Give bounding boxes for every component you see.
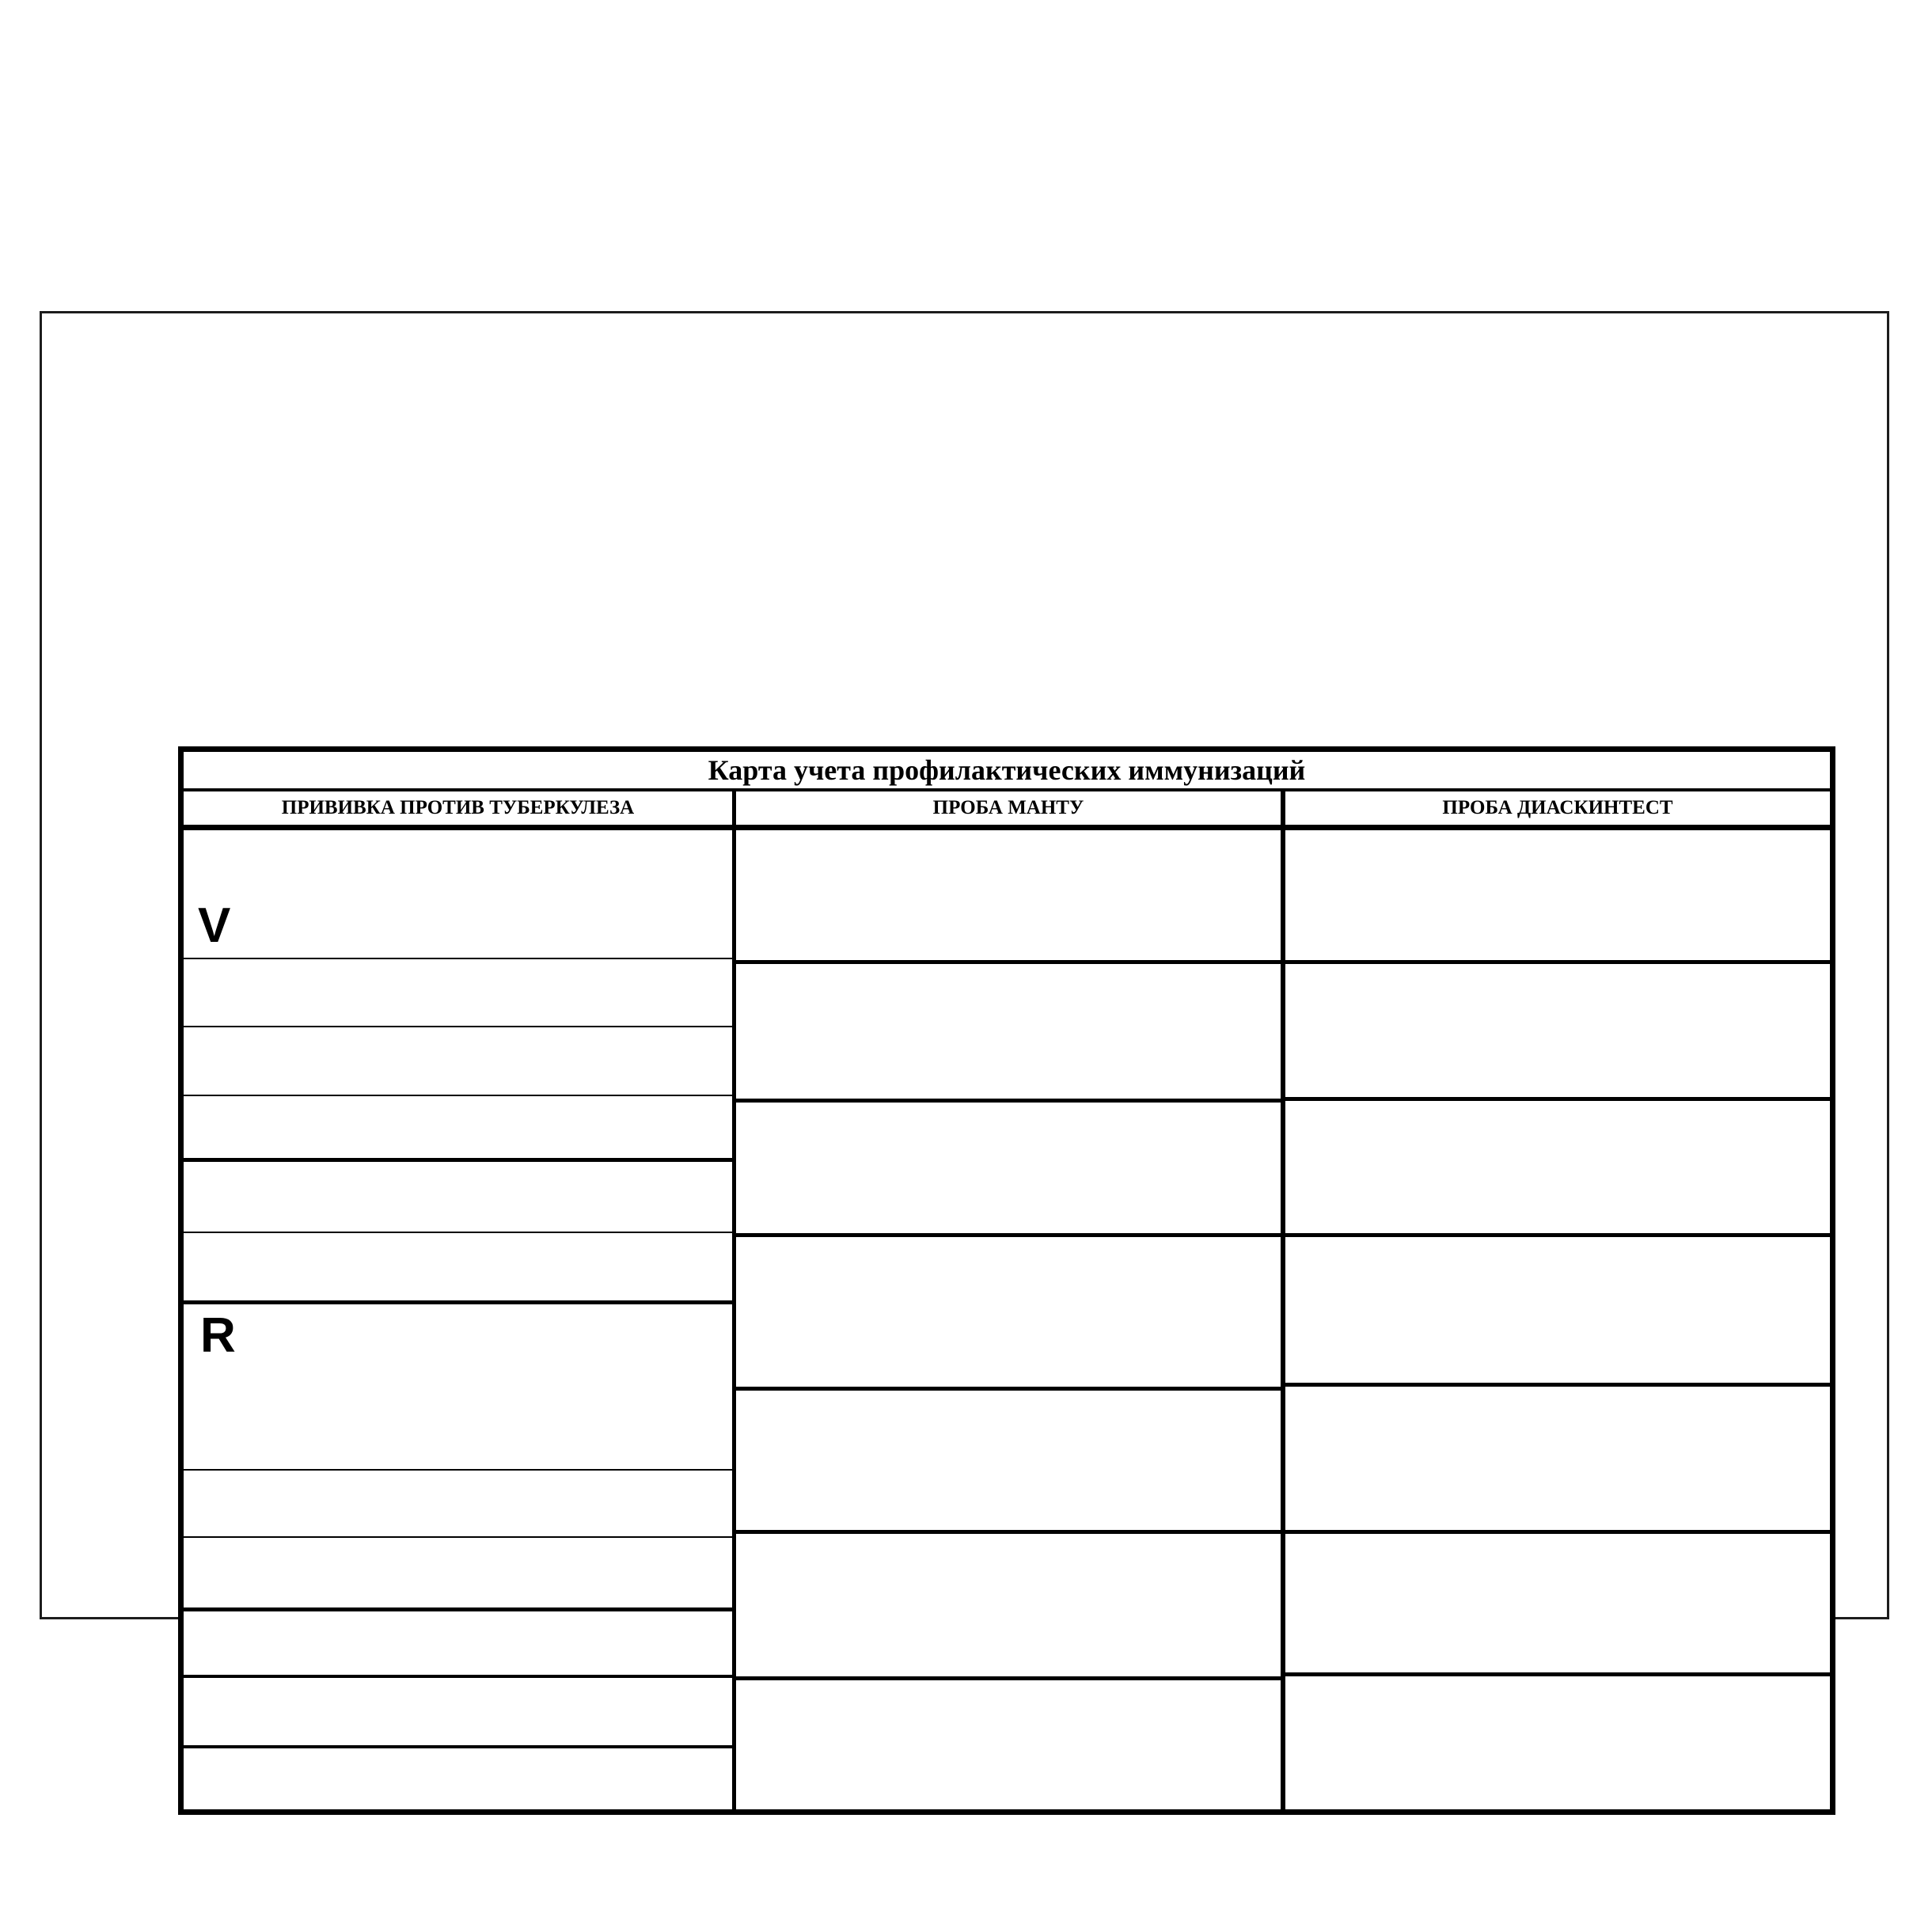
revaccination-mark: R [200, 1308, 236, 1363]
row-line [1285, 1530, 1830, 1534]
row-line [1285, 1097, 1830, 1101]
header-cell-tuberculosis-vaccination: ПРИВИВКА ПРОТИВ ТУБЕРКУЛЕЗА [184, 791, 736, 825]
row-line [1285, 1672, 1830, 1676]
row-line [736, 1676, 1281, 1680]
row-line [184, 1026, 732, 1027]
row-line [184, 1158, 732, 1162]
header-cell-diaskintest: ПРОБА ДИАСКИНТЕСТ [1442, 797, 1673, 818]
row-line [736, 1099, 1281, 1103]
card-title: Карта учета профилактических иммунизаций [184, 752, 1830, 791]
row-line [736, 1387, 1281, 1391]
row-line [1285, 1233, 1830, 1237]
column-separator [732, 830, 736, 1809]
row-line [184, 1745, 732, 1748]
row-line [736, 1530, 1281, 1534]
row-line [184, 1095, 732, 1096]
row-line [1285, 1383, 1830, 1387]
row-line [184, 958, 732, 959]
row-line [184, 1469, 732, 1471]
row-line [184, 1675, 732, 1678]
row-line [184, 1536, 732, 1538]
row-line [736, 960, 1281, 964]
row-line [736, 1233, 1281, 1237]
row-line [184, 1300, 732, 1304]
page-outline-border [40, 311, 1889, 1619]
row-line [1285, 960, 1830, 964]
column-separator [1281, 830, 1285, 1809]
immunization-card-table [178, 746, 1835, 1815]
vaccination-mark: V [198, 898, 231, 953]
header-cell-mantoux-test: ПРОБА МАНТУ [736, 791, 1285, 825]
table-header-row [184, 791, 1830, 830]
table-body [184, 830, 1830, 1809]
row-line [184, 1607, 732, 1611]
row-line [184, 1232, 732, 1233]
